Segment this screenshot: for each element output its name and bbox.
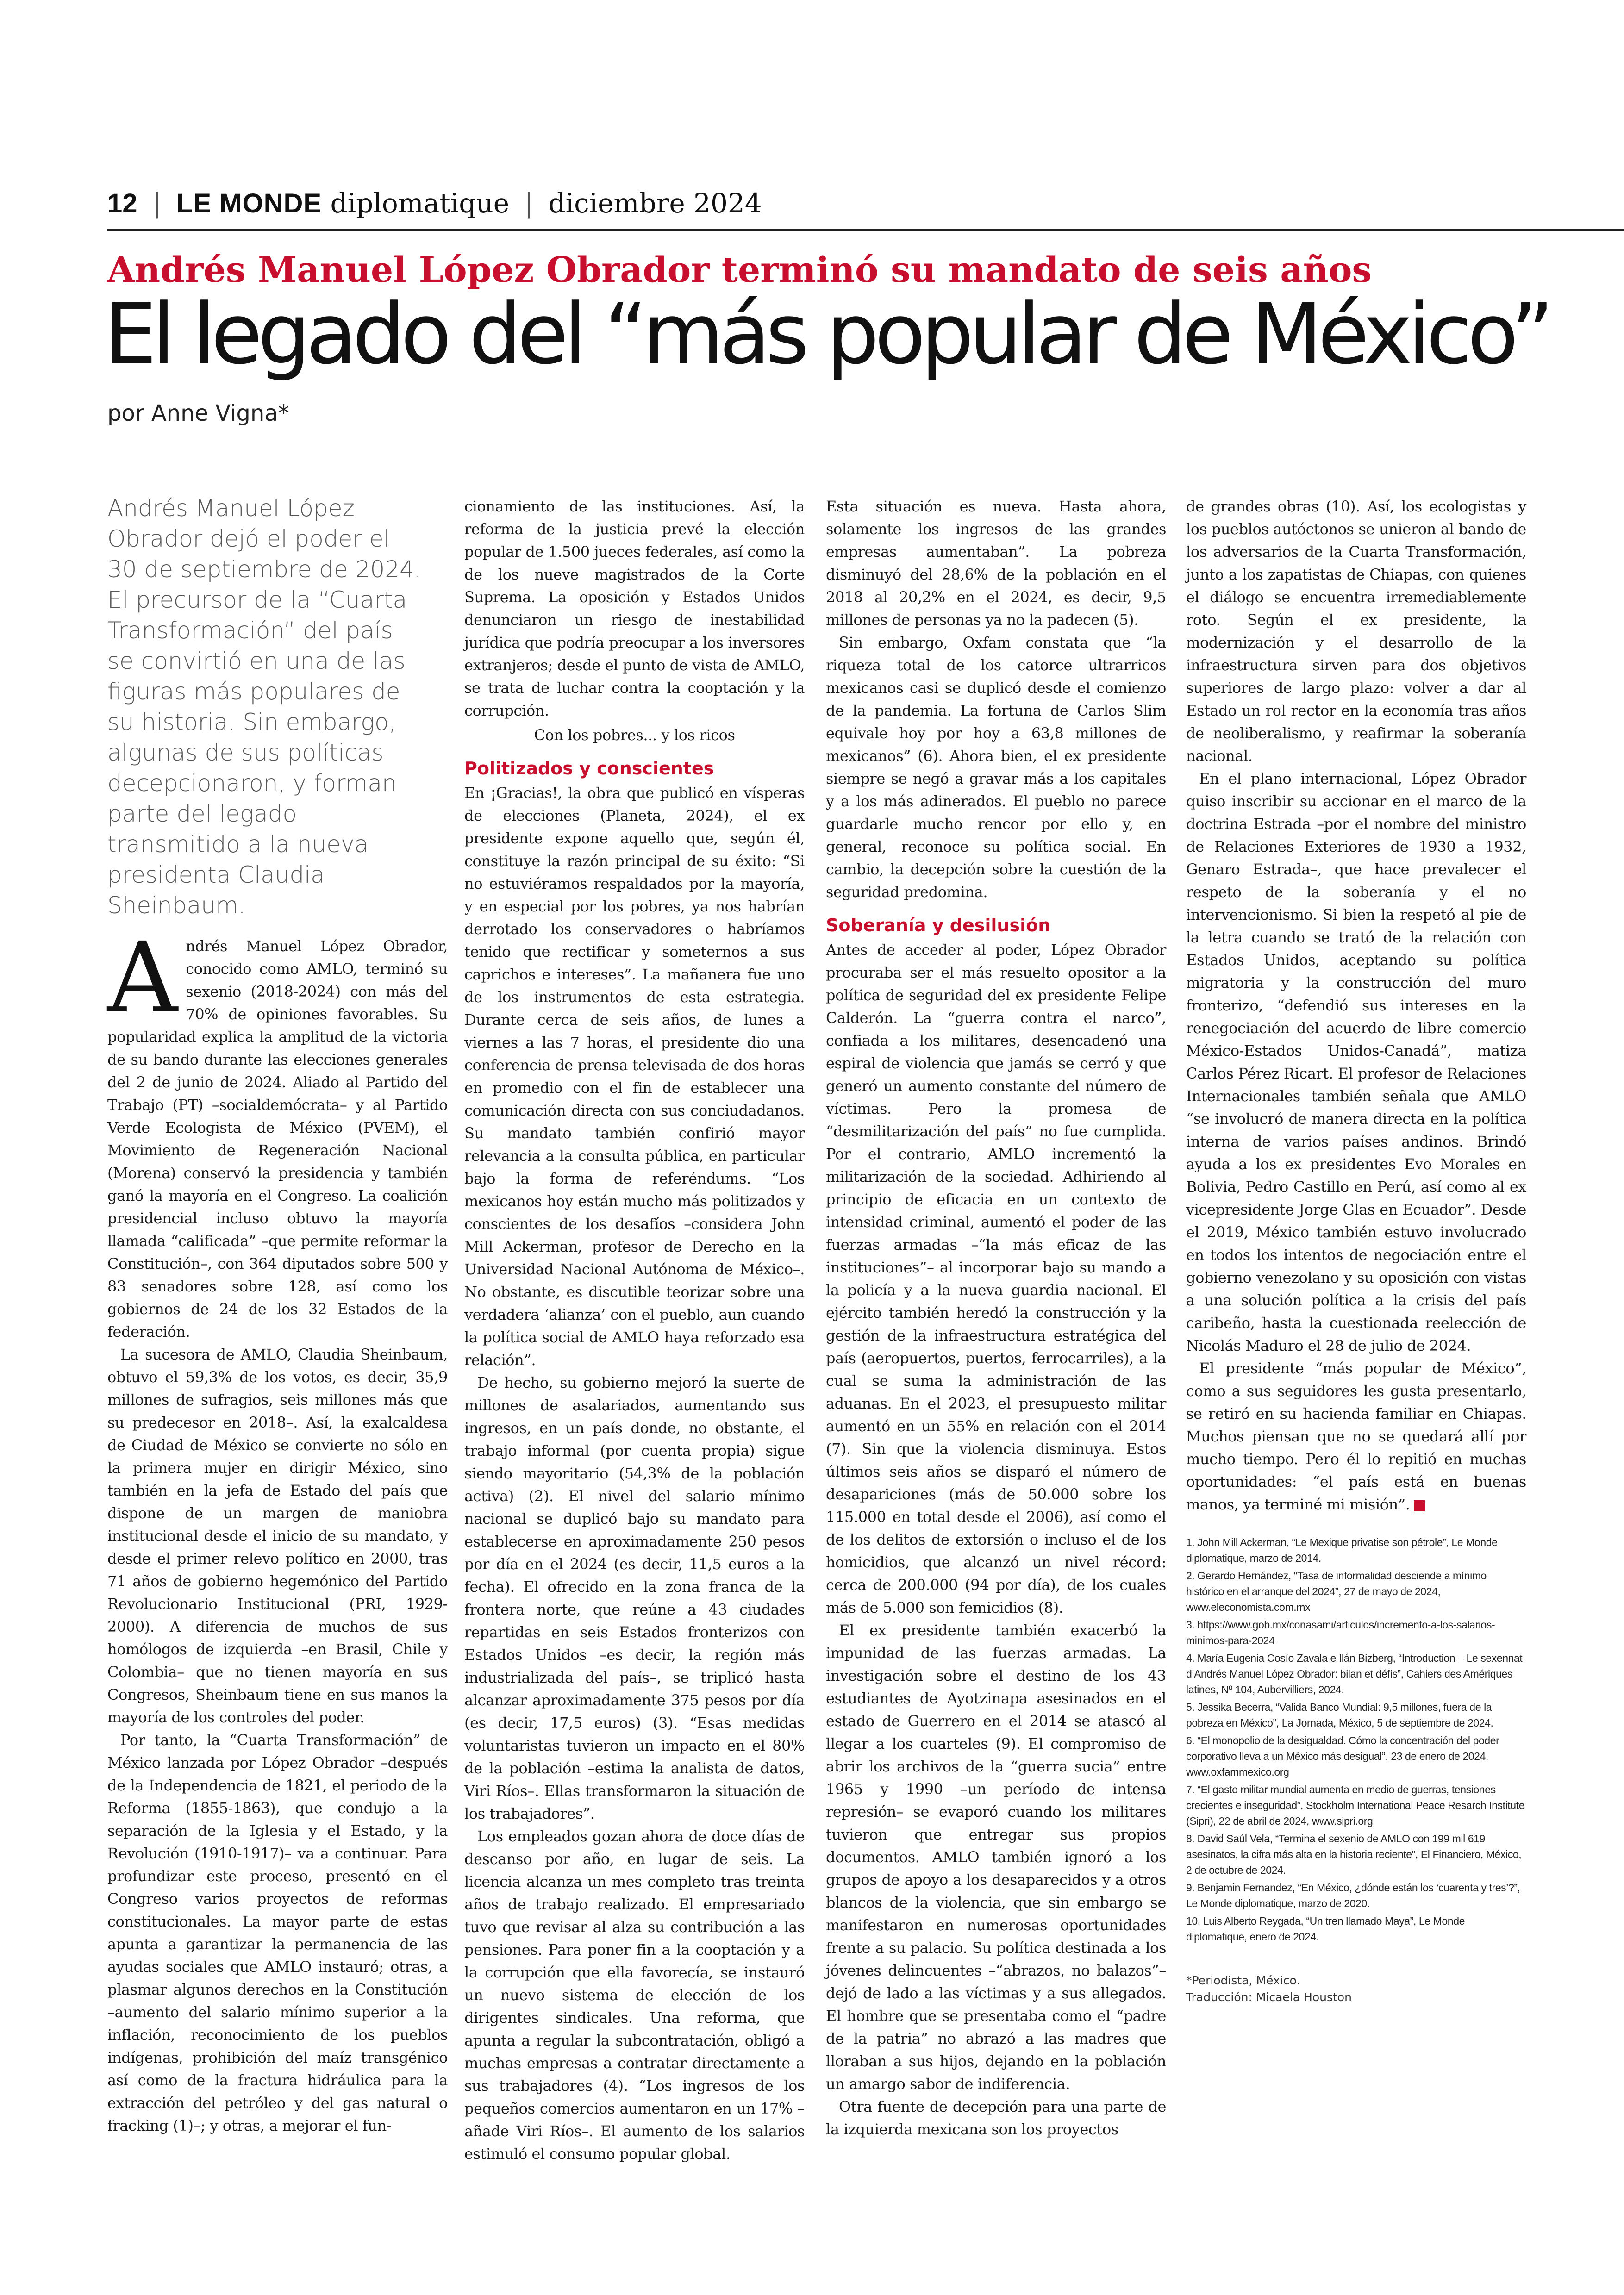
- separator: |: [152, 187, 162, 219]
- section-heading: Politizados y conscientes: [464, 758, 714, 779]
- section-subtitle: Con los pobres... y los ricos: [534, 726, 735, 744]
- lede: Andrés Manuel López Obrador dejó el poder el 30 de septiembre de 2024. El precursor de la “Cuarta Transformación” del país se convirtió en una de las figuras más populares de su historia. Sin embargo, algunas de sus políticas decepcionaron, y forman parte del legado transmitido a la nueva presidenta Claudia Sheinbaum.: [107, 495, 422, 919]
- paragraph: cionamiento de las instituciones. Así, la reforma de la justicia prevé la elección popular de 1.500 jueces federales, así como la de los nueve magistrados de la Corte Suprema. La oposición y Estados Unidos denunciaron un riesgo de inestabilidad jurídica que podría preocupar a los inversores extranjeros; desde el punto de vista de AMLO, se trata de luchar contra la cooptación y la corrupción.: [464, 498, 805, 719]
- paragraph: La sucesora de AMLO, Claudia Sheinbaum, obtuvo el 59,3% de los votos, es decir, 35,9 millones de sufragios, seis millones más que su predecesor en 2018–. Así, la exalcaldesa de Ciudad de México se convierte no sólo en la primera mujer en dirigir México, sino también en la jefa de Estado del país que dispone de un margen de maniobra institucional desde el inicio de su mandato, y desde el primer relevo político en 2000, tras 71 años de gobierno hegemónico del Partido Revolucionario Institucional (PRI, 1929-2000). A diferencia de muchos de sus homólogos de izquierda –en Brasil, Chile y Colombia– que no tienen mayoría en sus Congresos, Sheinbaum tiene en sus manos la mayoría de los controles del poder.: [107, 1346, 448, 1726]
- paragraph: Esta situación es nueva. Hasta ahora, solamente los ingresos de las grandes empresas aumentaban”. La pobreza disminuyó del 28,6% de la población en el 2018 al 20,2% en el 2024, es decir, 9,5 millones de personas ya no la padecen (5).: [826, 498, 1166, 629]
- column-1: [107, 921, 448, 2134]
- paragraph: [1186, 1357, 1526, 1516]
- brand-name: LE MONDE: [176, 188, 322, 218]
- footnote: 10. Luis Alberto Reygada, “Un tren llamado Maya”, Le Monde diplomatique, enero de 2024.: [1186, 1915, 1465, 1943]
- column-2: [464, 495, 805, 2163]
- article-kicker: Andrés Manuel López Obrador terminó su mandato de seis años: [107, 249, 1372, 290]
- column-4: [1186, 495, 1526, 2115]
- paragraph-text: ndrés Manuel López Obrador, conocido como AMLO, terminó su sexenio (2018-2024) con más del 70% de opiniones favorables. Su popularidad explica la amplitud de la victoria de su bando durante las elecciones generales del 2 de junio de 2024. Aliado al Partido del Trabajo (PT) –socialdemócrata– y al Partido Verde Ecologista de México (PVEM), el Movimiento de Regeneración Nacional (Morena) conservó la presidencia y también ganó la mayoría en el Congreso. La coalición presidencial incluso obtuvo la mayoría llamada “calificada” –que permite reformar la Constitución–, con 364 diputados sobre 500 y 83 senadores sobre 128, así como los gobiernos de 24 de los 32 Estados de la federación.: [107, 937, 448, 1341]
- footnote: 8. David Saúl Vela, “Termina el sexenio de AMLO con 199 mil 619 asesinatos, la cifra más alta en la historia reciente”, El Financiero, México, 2 de octubre de 2024.: [1186, 1833, 1522, 1876]
- issue-date: diciembre 2024: [548, 187, 762, 219]
- paragraph: [107, 921, 448, 1343]
- footnote: 6. “El monopolio de la desigualdad. Cómo la concentración del poder corporativo lleva a un México más desigual”, 23 de enero de 2024, www.oxfammexico.org: [1186, 1734, 1499, 1778]
- paragraph: Los empleados gozan ahora de doce días de descanso por año, en lugar de seis. La licencia alcanza un mes completo tras treinta años de trabajo realizado. El empresariado tuvo que revisar al alza su contribución a las pensiones. Para poner fin a la cooptación y a la corrupción que ella favorecía, se instauró un nuevo sistema de elección de los dirigentes sindicales. Una reforma, que apunta a regular la subcontratación, obligó a muchas empresas a contratar directamente a sus trabajadores (4). “Los ingresos de los pequeños comercios aumentaron en un 17% –añade Viri Ríos–. El aumento de los salarios estimuló el consumo popular global.: [464, 1827, 805, 2163]
- footnotes: [1186, 1534, 1526, 1945]
- section-heading: Soberanía y desilusión: [826, 915, 1051, 935]
- paragraph: En ¡Gracias!, la obra que publicó en vísperas de elecciones (Planeta, 2024), el ex presidente expone aquello que, según él, constituye la razón principal de su éxito: “Si no estuviéramos respaldados por la mayoría, y en especial por los pobres, ya nos habrían derrotado los conservadores o habríamos tenido que rectificar y someternos a sus caprichos e intereses”. La mañanera fue uno de los instrumentos de esta estrategia. Durante cerca de seis años, de lunes a viernes a las 7 horas, el presidente dio una conferencia de prensa televisada de dos horas en promedio con el fin de establecer una comunicación directa con sus conciudadanos. Su mandato también confirió mayor relevancia a la consulta pública, en particular bajo la forma de referéndums. “Los mexicanos hoy están mucho más politizados y conscientes de los desafíos –considera John Mill Ackerman, profesor de Derecho en la Universidad Nacional Autónoma de México–. No obstante, es discutible teorizar sobre una verdadera ‘alianza’ con el pueblo, aun cuando la política social de AMLO haya reforzado esa relación”.: [464, 784, 805, 1369]
- paragraph: En el plano internacional, López Obrador quiso inscribir su accionar en el marco de la doctrina Estrada –por el nombre del ministro de Relaciones Exteriores de 1930 a 1932, Genaro Estrada–, que hace prevalecer el respeto de la soberanía y el no intervencionismo. Si bien la respetó al pie de la letra cuando se trató de la relación con Estados Unidos, aceptando su política migratoria y la construcción del muro fronterizo, “defendió sus intereses en la renegociación del acuerdo de libre comercio México-Estados Unidos-Canadá”, matiza Carlos Pérez Ricart. El profesor de Relaciones Internacionales también señala que AMLO “se involucró de manera directa en la política interna de varios países andinos. Brindó ayuda a los ex presidentes Evo Morales en Bolivia, Pedro Castillo en Perú, así como al ex vicepresidente Jorge Glas en Ecuador”. Desde el 2019, México también estuvo involucrado en todos los intentos de negociación entre el gobierno venezolano y su oposición con vistas a una solución política a la crisis del país caribeño, hasta la cuestionada reelección de Nicolás Maduro el 28 de julio de 2024.: [1186, 770, 1526, 1354]
- column-3: [826, 495, 1166, 2138]
- author-note: [1186, 1972, 1526, 2006]
- drop-cap: A: [107, 921, 178, 1035]
- footnote: 5. Jessika Becerra, “Valida Banco Mundial: 9,5 millones, fuera de la pobreza en México”, La Jornada, México, 5 de septiembre de 2024.: [1186, 1701, 1493, 1729]
- footnote: 2. Gerardo Hernández, “Tasa de informalidad desciende a mínimo histórico en el arranque del 2024”, 27 de mayo de 2024, www.eleconomista.com.mx: [1186, 1570, 1487, 1613]
- paragraph: Por tanto, la “Cuarta Transformación” de México lanzada por López Obrador –después de la Independencia de 1821, el periodo de la Reforma (1855-1863), que condujo a la separación de la Iglesia y el Estado, y la Revolución (1910-1917)– va a continuar. Para profundizar este proceso, presentó en el Congreso varios proyectos de reformas constitucionales. La mayor parte de estas apunta a garantizar la permanencia de las ayudas sociales que AMLO instauró; otras, a plasmar algunos derechos en la Constitución –aumento del salario mínimo superior a la inflación, reconocimiento de los pueblos indígenas, prohibición del maíz transgénico así como de la fractura hidráulica para la extracción del petróleo y del gas natural o fracking (1)–; y otras, a mejorar el fun-: [107, 1731, 448, 2134]
- footnote: 7. “El gasto militar mundial aumenta en medio de guerras, tensiones crecientes e inseguridad”, Stockholm International Peace Resarch Institute (Sipri), 22 de abril de 2024, www.sipri.org: [1186, 1784, 1525, 1827]
- byline: por Anne Vigna*: [107, 400, 289, 426]
- page-number: 12: [107, 188, 137, 218]
- article-headline: El legado del “más popular de México”: [104, 286, 1549, 383]
- footnote: 4. María Eugenia Cosío Zavala e Ilán Bizberg, “Introduction – Le sexennat d’Andrés Manuel López Obrador: bilan et défis”, Cahiers des Amériques latines, Nº 104, Aubervilliers, 2024.: [1186, 1652, 1523, 1696]
- paragraph: Antes de acceder al poder, López Obrador procuraba ser el más resuelto opositor a la política de seguridad del ex presidente Felipe Calderón. La “guerra contra el narco”, confiada a los militares, desencadenó una espiral de violencia que jamás se cerró y que generó un aumento constante del número de víctimas. Pero la promesa de “desmilitarización del país” no fue cumplida. Por el contrario, AMLO incrementó la militarización de la sociedad. Adhiriendo al principio de eficacia en un contexto de intensidad criminal, aumentó el poder de las fuerzas armadas –“la más eficaz de las instituciones”– al incorporar bajo su mando a la policía y a la nueva guardia nacional. El ejército también heredó la construcción y la gestión de la infraestructura estratégica del país (aeropuertos, puertos, ferrocarriles), a la cual se suma la administración de las aduanas. En el 2023, el presupuesto militar aumentó en un 55% en relación con el 2014 (7). Sin que la violencia disminuya. Estos últimos seis años se disparó el número de desapariciones (más de 50.000 sobre los 115.000 en total desde el 2006), así como el de los delitos de extorsión o incluso el de los homicidios, que alcanzó un nivel récord: cerca de 200.000 (94 por día), de los cuales más de 5.000 son femicidios (8).: [826, 941, 1166, 1616]
- paragraph: Otra fuente de decepción para una parte de la izquierda mexicana son los proyectos: [826, 2098, 1166, 2138]
- masthead: [107, 187, 1624, 231]
- paragraph-text: El presidente “más popular de México”, como a sus seguidores les gusta presentarlo, se retiró en su hacienda familiar en Chiapas. Muchos piensan que no se quedará allí por mucho tiempo. Pero él lo repitió en muchas oportunidades: “el país está en buenas manos, ya terminé mi misión”.: [1186, 1360, 1526, 1513]
- translation-credit: Traducción: Micaela Houston: [1186, 1990, 1352, 2004]
- footnote: 1. John Mill Ackerman, “Le Mexique privatise son pétrole”, Le Monde diplomatique, marzo de 2014.: [1186, 1536, 1498, 1564]
- footnote: 9. Benjamin Fernandez, “En México, ¿dónde están los ‘cuarenta y tres’?”, Le Monde diplomatique, marzo de 2020.: [1186, 1882, 1520, 1909]
- footnote: 3. https://www.gob.mx/conasami/articulos/incremento-a-los-salarios-minimos-para-2024: [1186, 1619, 1495, 1646]
- separator: |: [524, 187, 533, 219]
- paragraph: Sin embargo, Oxfam constata que “la riqueza total de los catorce ultrarricos mexicanos casi se duplicó desde el comienzo de la pandemia. La fortuna de Carlos Slim equivale hoy por hoy a 63,8 millones de mexicanos” (6). Ahora bien, el ex presidente siempre se negó a gravar más a los capitales y a los más adinerados. El pueblo no parece guardarle mucho rencor por ello y, en general, reconoce su política social. En cambio, la decepción sobre la cuestión de la seguridad predomina.: [826, 634, 1166, 901]
- paragraph: De hecho, su gobierno mejoró la suerte de millones de asalariados, aumentando sus ingresos, en un país donde, no obstante, el trabajo informal (por cuenta propia) sigue siendo mayoritario (54,3% de la población activa) (2). El nivel del salario mínimo nacional se duplicó bajo su mandato para establecerse en aproximadamente 250 pesos por día en el 2024 (es decir, 11,5 euros a la fecha). El ofrecido en la zona franca de la frontera norte, que reúne a 43 ciudades repartidas en seis Estados fronterizos con Estados Unidos –es decir, la región más industrializada del país–, se triplicó hasta alcanzar aproximadamente 375 pesos por día (es decir, 17,5 euros) (3). “Esas medidas voluntaristas tuvieron un impacto en el 80% de la población –estima la analista de datos, Viri Ríos–. Ellas transformaron la situación de los trabajadores”.: [464, 1374, 805, 1822]
- author-affiliation: *Periodista, México.: [1186, 1974, 1300, 1987]
- paragraph: de grandes obras (10). Así, los ecologistas y los pueblos autóctonos se unieron al bando de los adversarios de la Cuarta Transformación, junto a los zapatistas de Chiapas, con quienes el diálogo se encuentra irremediablemente roto. Según el ex presidente, la modernización y el desarrollo de la infraestructura sirven para dos objetivos superiores de largo plazo: volver a dar al Estado un rol rector en la economía tras años de neoliberalismo, y reafirmar la soberanía nacional.: [1186, 498, 1526, 765]
- brand-section: diplomatique: [330, 187, 510, 219]
- paragraph: El ex presidente también exacerbó la impunidad de las fuerzas armadas. La investigación sobre el destino de los 43 estudiantes de Ayotzinapa asesinados en el estado de Guerrero en el 2014 se atascó al llegar a los cuarteles (9). El compromiso de abrir los archivos de la “guerra sucia” entre 1965 y 1990 –un período de intensa represión– se evaporó cuando los militares tuvieron que entregar sus propios documentos. AMLO también ignoró a los grupos de apoyo a los desaparecidos y a otros blancos de la violencia, que sin embargo se manifestaron en numerosas oportunidades frente a su palacio. Su política destinada a los jóvenes delincuentes –“abrazos, no balazos”– dejó de lado a las víctimas y a sus allegados. El hombre que se presentaba como el “padre de la patria” no abrazó a las madres que lloraban a sus hijos, dejando en la población un amargo sabor de indiferencia.: [826, 1621, 1166, 2093]
- end-mark-icon: [1414, 1500, 1425, 1511]
